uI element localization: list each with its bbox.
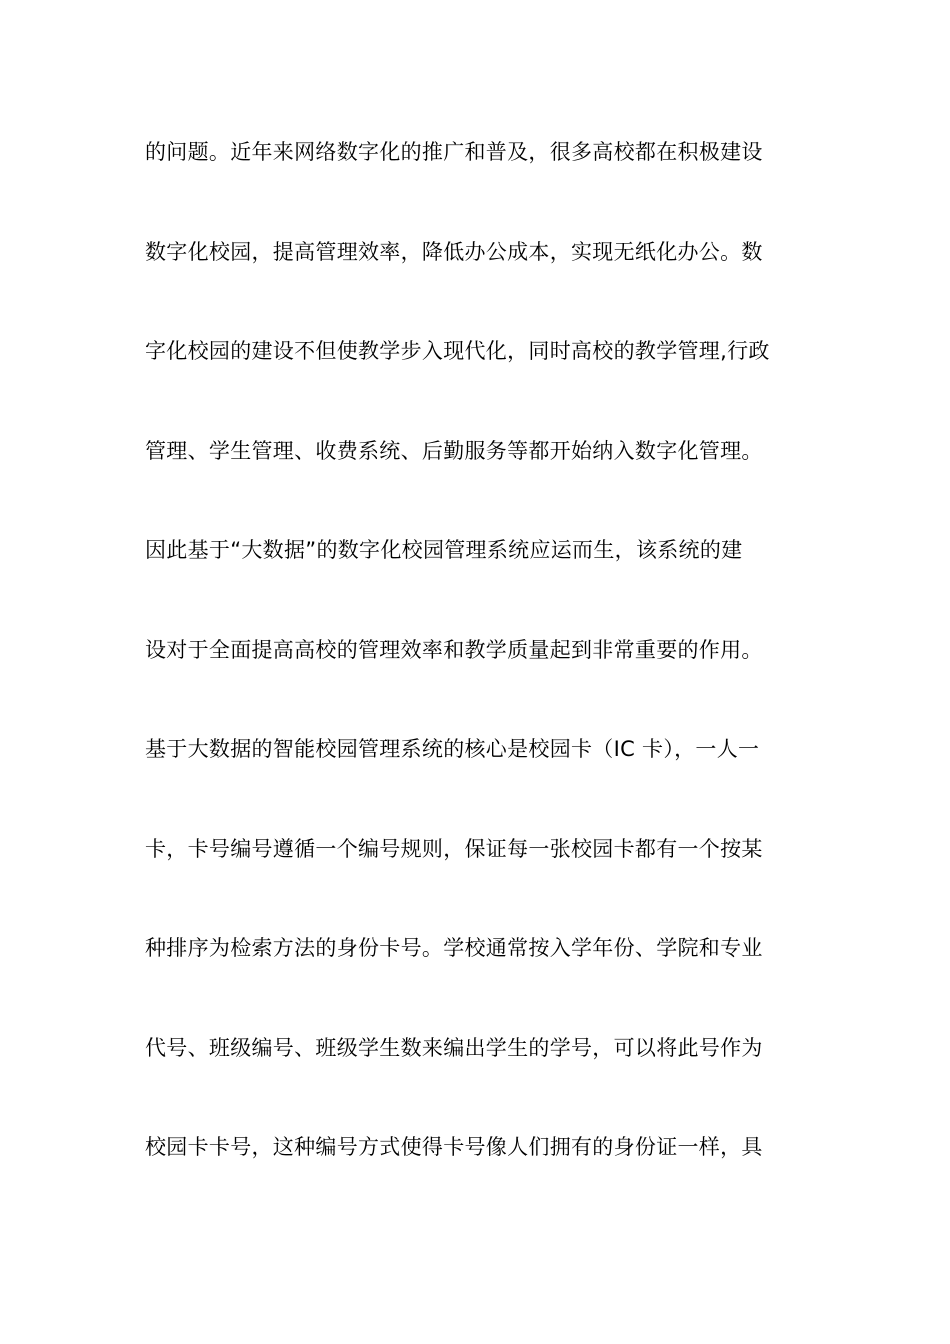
- text-line-10: 代号、班级编号、班级学生数来编出学生的学号，可以将此号作为: [145, 1035, 763, 1060]
- text-line-6: 设对于全面提高高校的管理效率和教学质量起到非常重要的作用。: [145, 637, 763, 662]
- text-line-1: 的问题。近年来网络数字化的推广和普及，很多高校都在积极建设: [145, 140, 763, 164]
- text-line-3: 字化校园的建设不但使教学步入现代化，同时高校的教学管理,行政: [145, 339, 770, 363]
- text-line-5: 因此基于“大数据”的数字化校园管理系统应运而生，该系统的建: [145, 538, 743, 562]
- text-line-11: 校园卡卡号，这种编号方式使得卡号像人们拥有的身份证一样，具: [145, 1135, 763, 1159]
- text-line-4: 管理、学生管理、收费系统、后勤服务等都开始纳入数字化管理。: [145, 438, 763, 463]
- text-line-9: 种排序为检索方法的身份卡号。学校通常按入学年份、学院和专业: [145, 936, 763, 960]
- body-text: [145, 126, 807, 1221]
- text-line-8: 卡，卡号编号遵循一个编号规则，保证每一张校园卡都有一个按某: [145, 836, 763, 861]
- text-line-2: 数字化校园，提高管理效率，降低办公成本，实现无纸化办公。数: [145, 239, 763, 264]
- text-line-7: 基于大数据的智能校园管理系统的核心是校园卡（IC 卡），一人一: [145, 737, 760, 761]
